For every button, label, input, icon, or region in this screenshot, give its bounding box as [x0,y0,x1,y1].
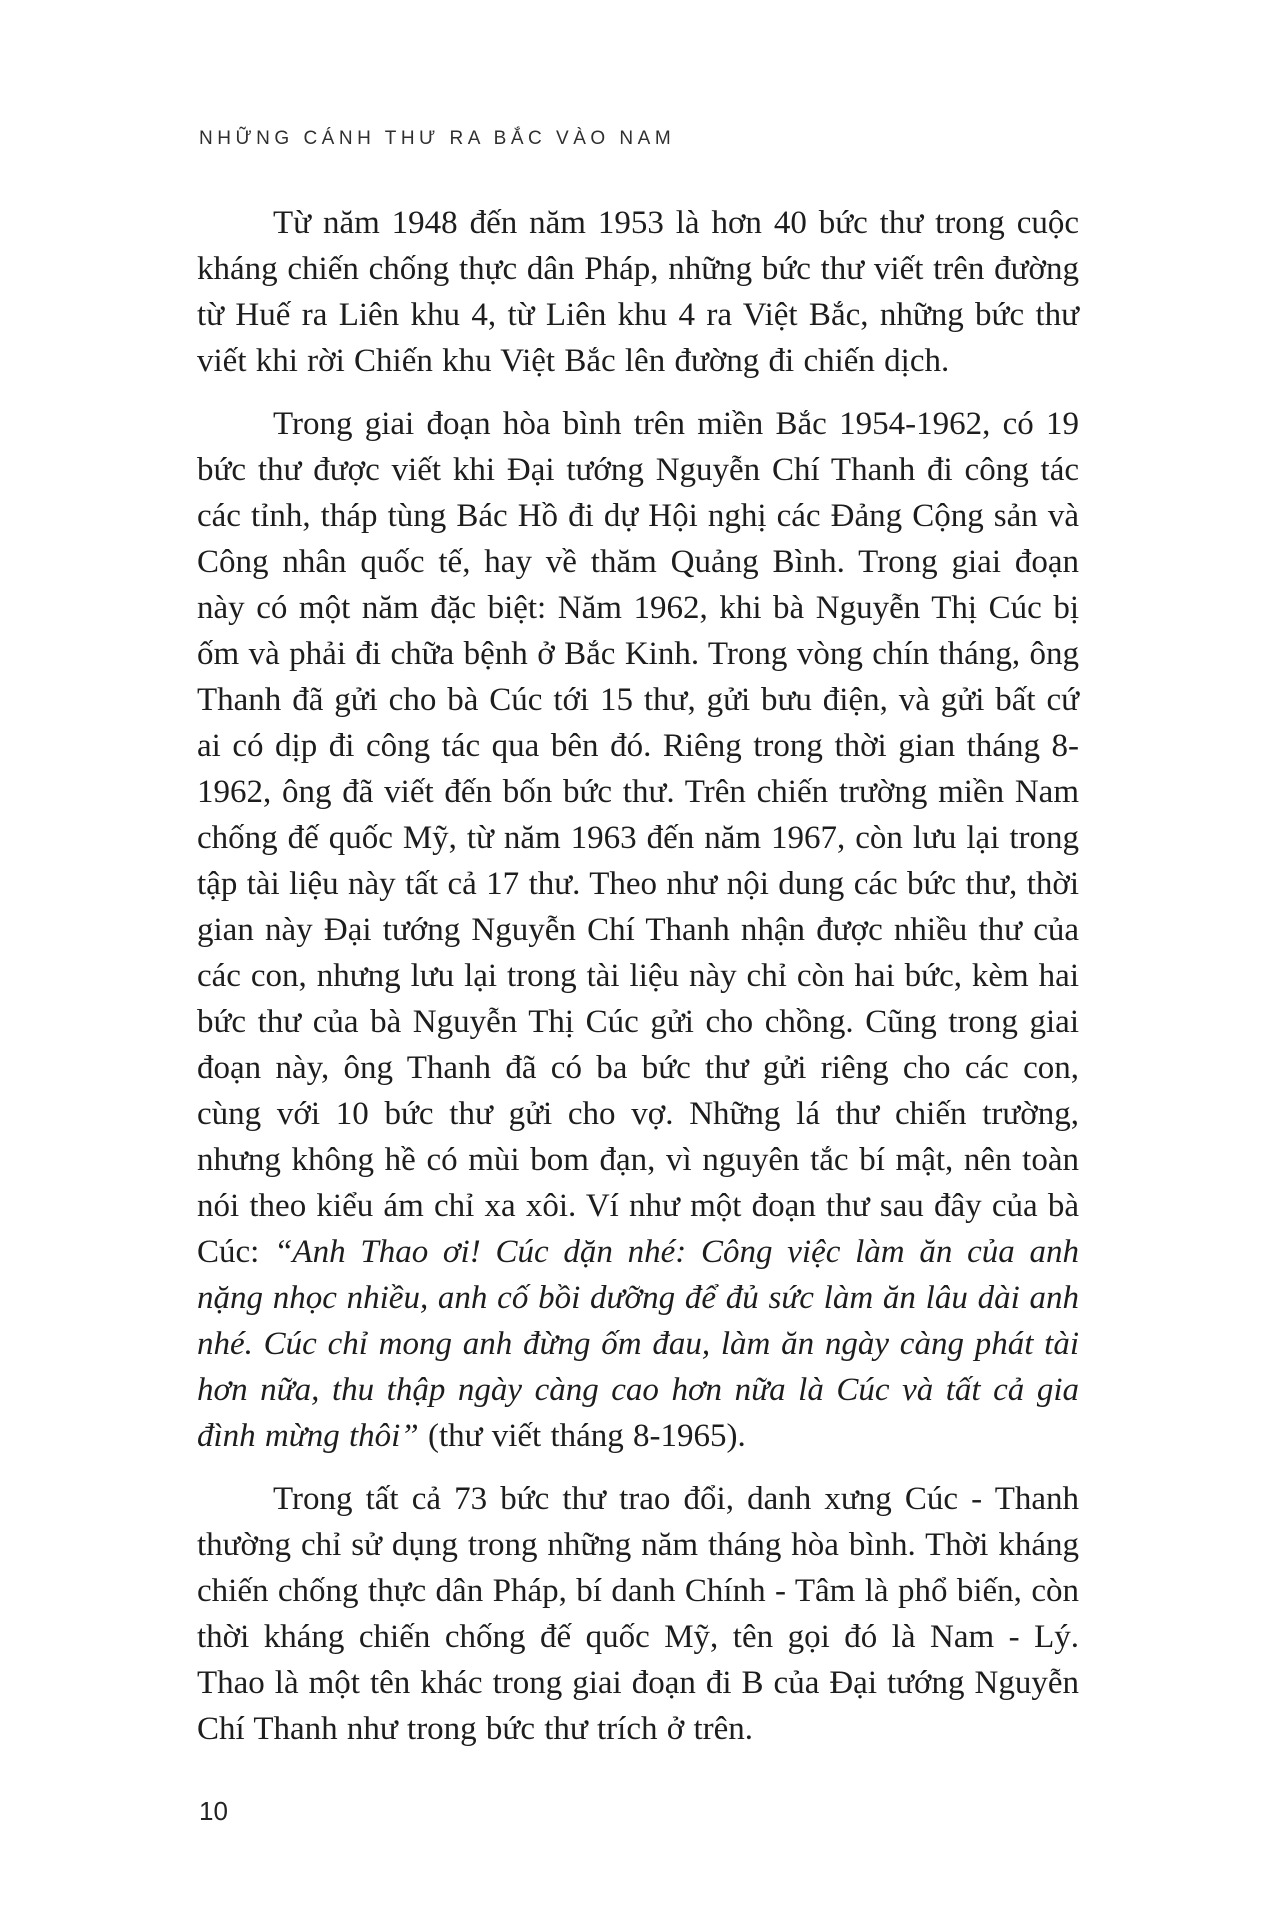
paragraph-1: Từ năm 1948 đến năm 1953 là hơn 40 bức thư trong cuộc kháng chiến chống thực dân Pháp, những bức thư viết trên đường từ Huế ra Liên khu 4, từ Liên khu 4 ra Việt Bắc, những bức thư viết khi rời Chiến khu Việt Bắc lên đường đi chiến dịch. [197,205,1079,379]
paragraph-2-before-quote: Trong giai đoạn hòa bình trên miền Bắc 1954-1962, có 19 bức thư được viết khi Đại tướng Nguyễn Chí Thanh đi công tác các tỉnh, tháp tùng Bác Hồ đi dự Hội nghị các Đảng Cộng sản và Công nhân quốc tế, hay về thăm Quảng Bình. Trong giai đoạn này có một năm đặc biệt: Năm 1962, khi bà Nguyễn Thị Cúc bị ốm và phải đi chữa bệnh ở Bắc Kinh. Trong vòng chín tháng, ông Thanh đã gửi cho bà Cúc tới 15 thư, gửi bưu điện, và gửi bất cứ ai có dịp đi công tác qua bên đó. Riêng trong thời gian tháng 8-1962, ông đã viết đến bốn bức thư. Trên chiến trường miền Nam chống đế quốc Mỹ, từ năm 1963 đến năm 1967, còn lưu lại trong tập tài liệu này tất cả 17 thư. Theo như nội dung các bức thư, thời gian này Đại tướng Nguyễn Chí Thanh nhận được nhiều thư của các con, nhưng lưu lại trong tài liệu này chỉ còn hai bức, kèm hai bức thư của bà Nguyễn Thị Cúc gửi cho chồng. Cũng trong giai đoạn này, ông Thanh đã có ba bức thư gửi riêng cho các con, cùng với 10 bức thư gửi cho vợ. Những lá thư chiến trường, nhưng không hề có mùi bom đạn, vì nguyên tắc bí mật, nên toàn nói theo kiểu ám chỉ xa xôi. Ví như một đoạn thư sau đây của bà Cúc: [197,406,1079,1270]
running-header: NHỮNG CÁNH THƯ RA BẮC VÀO NAM [199,128,676,149]
paragraph-2-quoted-letter-excerpt: “Anh Thao ơi! Cúc dặn nhé: Công việc làm ăn của anh nặng nhọc nhiều, anh cố bồi dưỡng để đủ sức làm ăn lâu dài anh nhé. Cúc chỉ mong anh đừng ốm đau, làm ăn ngày càng phát tài hơn nữa, thu thập ngày càng cao hơn nữa là Cúc và tất cả gia đình mừng thôi” [197,1234,1079,1454]
paragraph-3: Trong tất cả 73 bức thư trao đổi, danh xưng Cúc - Thanh thường chỉ sử dụng trong những năm tháng hòa bình. Thời kháng chiến chống thực dân Pháp, bí danh Chính - Tâm là phổ biến, còn thời kháng chiến chống đế quốc Mỹ, tên gọi đó là Nam - Lý. Thao là một tên khác trong giai đoạn đi B của Đại tướng Nguyễn Chí Thanh như trong bức thư trích ở trên. [197,1481,1079,1747]
paragraph-2-after-quote: (thư viết tháng 8-1965). [418,1418,746,1454]
page-number: 10 [199,1796,228,1826]
page-body-text [197,200,1079,1752]
paragraph-2 [197,401,1079,1459]
